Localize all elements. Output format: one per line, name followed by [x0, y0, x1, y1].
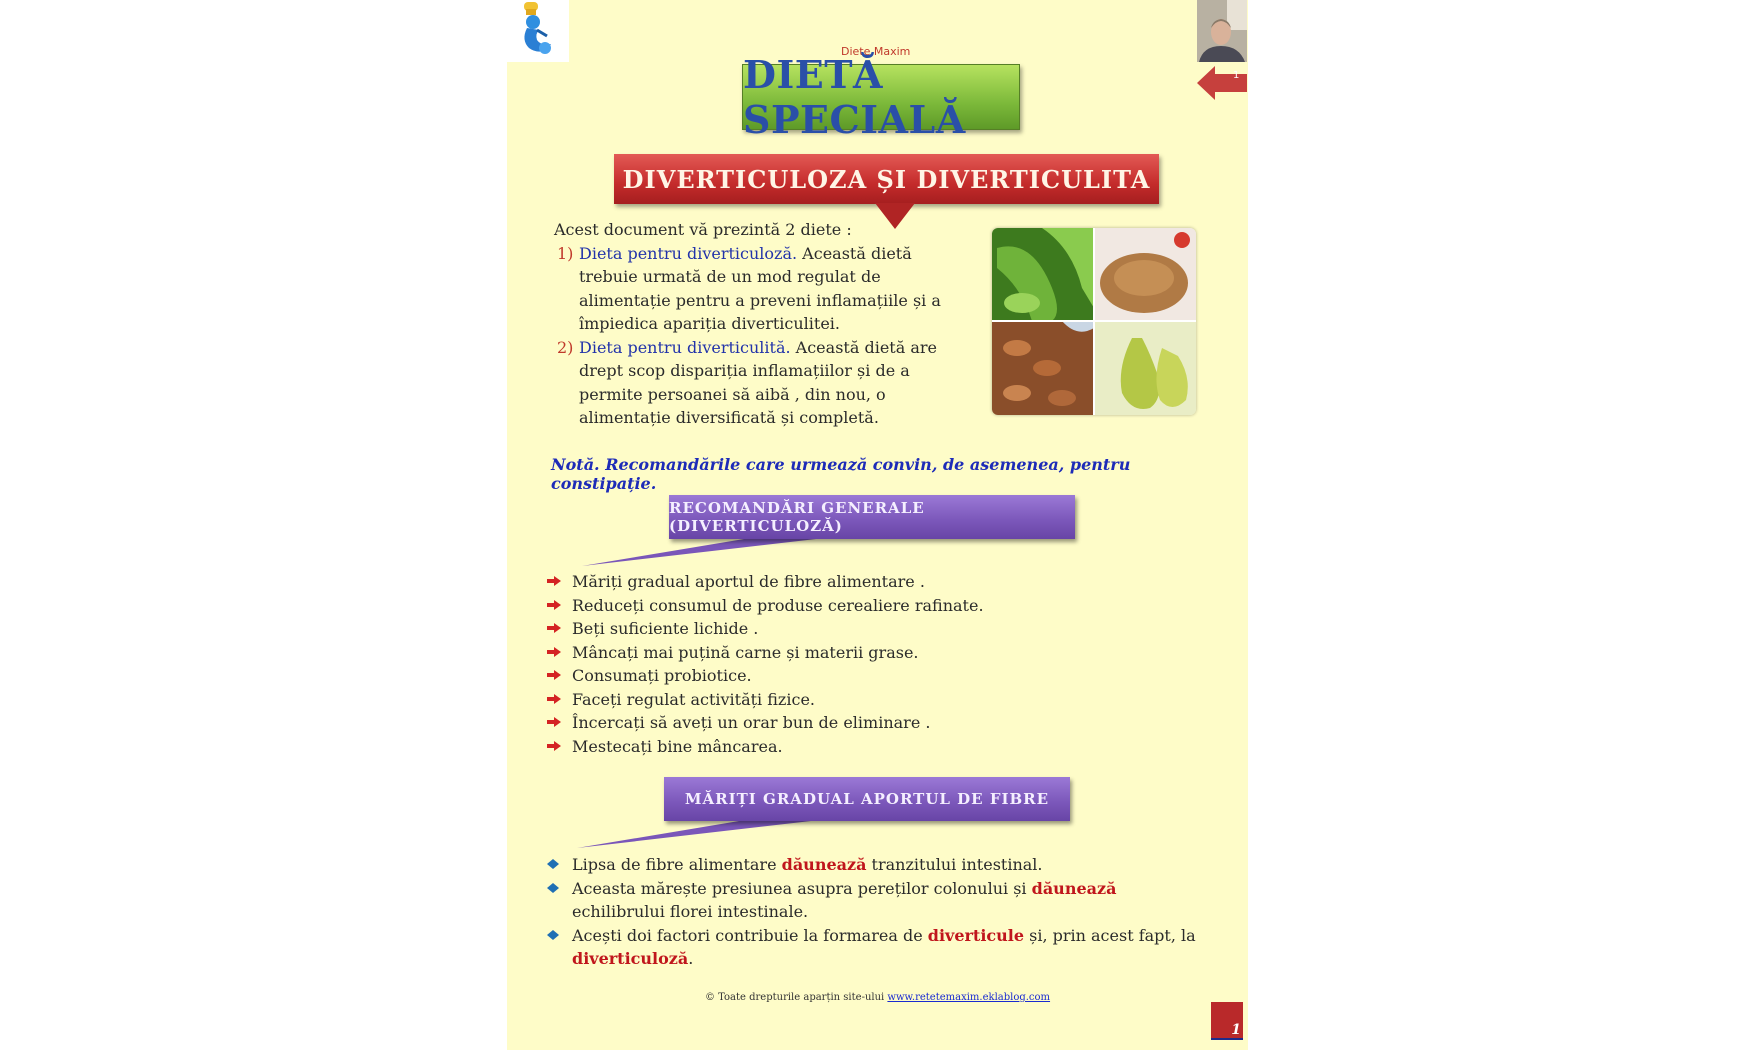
topic-banner-text: DIVERTICULOZA ȘI DIVERTICULITA: [622, 164, 1151, 194]
list-item: [547, 735, 1207, 759]
list-item-text: .: [688, 949, 694, 968]
list-item-text: Mestecați bine mâncarea.: [572, 736, 783, 756]
highlight-text: dăunează: [1031, 878, 1117, 898]
site-name: Diete Maxim: [841, 45, 911, 58]
intro-item-text: Această dietă are drept scop dispariția inflamațiilor și de a permite persoanei să aibă , din nou, o alimentație diversificată și completă.: [579, 337, 937, 427]
diet-name: Dieta pentru diverticuloză.: [579, 243, 798, 263]
footer-text: © Toate drepturile aparțin site-ului: [704, 992, 888, 1003]
corner-page-number: 1: [1231, 1022, 1241, 1038]
highlight-text: dăunează: [781, 855, 867, 874]
title-box: [742, 52, 1020, 142]
red-arrow-icon: [547, 600, 561, 610]
list-item: [547, 877, 1207, 924]
list-item-text: Lipsa de fibre alimentare: [572, 855, 782, 874]
list-item-text: Încercați să aveți un orar bun de eliminare .: [572, 713, 931, 732]
list-item: [547, 617, 1207, 641]
blue-diamond-icon: [547, 930, 561, 940]
list-item-text: Reduceți consumul de produse cerealiere rafinate.: [572, 595, 984, 615]
recommendations-list: [547, 570, 1207, 758]
list-item: [547, 924, 1207, 971]
note-text: Notă. Recomandările care urmează convin, de asemenea, pentru constipație.: [551, 455, 1131, 493]
chef-mascot-icon: [507, 0, 569, 62]
list-item-text: echilibrului florei intestinale.: [572, 902, 809, 921]
list-item: [547, 570, 1207, 594]
list-item: [547, 711, 1207, 735]
highlight-text: diverticule: [927, 925, 1025, 945]
list-item-text: Faceți regulat activități fizice.: [572, 689, 815, 709]
intro-item: [554, 336, 974, 430]
intro-item-number: 2): [557, 337, 574, 357]
red-arrow-icon: [547, 717, 561, 727]
intro-section: [554, 218, 974, 430]
list-item: [547, 641, 1207, 665]
footer: [507, 992, 1248, 1003]
list-item-text: Măriți gradual aportul de fibre alimentare .: [572, 572, 925, 591]
blue-diamond-icon: [547, 859, 561, 869]
diet-name: Dieta pentru diverticulită.: [579, 337, 791, 357]
intro-item-number: 1): [557, 243, 574, 263]
list-item-text: Mâncați mai puțină carne și materii grase.: [572, 642, 919, 662]
red-arrow-icon: [547, 576, 561, 586]
footer-link[interactable]: www.retetemaxim.eklablog.com: [887, 992, 1051, 1003]
topic-banner: [614, 154, 1159, 204]
heading-pointer-icon: [582, 536, 842, 566]
document-page: [507, 0, 1248, 1050]
intro-item-text: Această dietă trebuie urmată de un mod regulat de alimentație pentru a preveni inflamațiile și a împiedica apariția diverticulitei.: [579, 243, 941, 333]
back-arrow-icon[interactable]: [1197, 66, 1247, 100]
intro-item: [554, 242, 974, 336]
page-corner-badge: [1211, 1002, 1243, 1040]
page-number-badge: 1: [1233, 70, 1240, 81]
list-item: [547, 853, 1207, 877]
section-heading-box: [664, 777, 1070, 821]
highlight-text: diverticuloză: [572, 949, 689, 968]
webcam-thumbnail: [1197, 0, 1247, 62]
list-item: [547, 664, 1207, 688]
fiber-list: [547, 853, 1207, 971]
list-item: [547, 594, 1207, 618]
list-item-text: Beți suficiente lichide .: [572, 619, 759, 638]
food-photo-collage: [992, 228, 1196, 415]
list-item-text: și, prin acest fapt, la: [1024, 925, 1196, 945]
red-arrow-icon: [547, 623, 561, 633]
list-item-text: Consumați probiotice.: [572, 666, 752, 685]
intro-lead: Acest document vă prezintă 2 diete :: [554, 220, 852, 239]
red-arrow-icon: [547, 647, 561, 657]
list-item: [547, 688, 1207, 712]
red-arrow-icon: [547, 670, 561, 680]
section-heading-box: [669, 495, 1075, 539]
list-item-text: Aceasta mărește presiunea asupra pereților colonului și: [572, 878, 1032, 898]
red-arrow-icon: [547, 741, 561, 751]
red-arrow-icon: [547, 694, 561, 704]
blue-diamond-icon: [547, 883, 561, 893]
section-heading: MĂRIȚI GRADUAL APORTUL DE FIBRE: [684, 790, 1050, 808]
page-title: DIETĂ SPECIALĂ: [743, 52, 966, 142]
section-heading: RECOMANDĂRI GENERALE (DIVERTICULOZĂ): [669, 499, 925, 535]
list-item-text: tranzitului intestinal.: [866, 855, 1043, 874]
heading-pointer-icon: [577, 818, 837, 848]
list-item-text: Acești doi factori contribuie la formarea de: [572, 925, 928, 945]
